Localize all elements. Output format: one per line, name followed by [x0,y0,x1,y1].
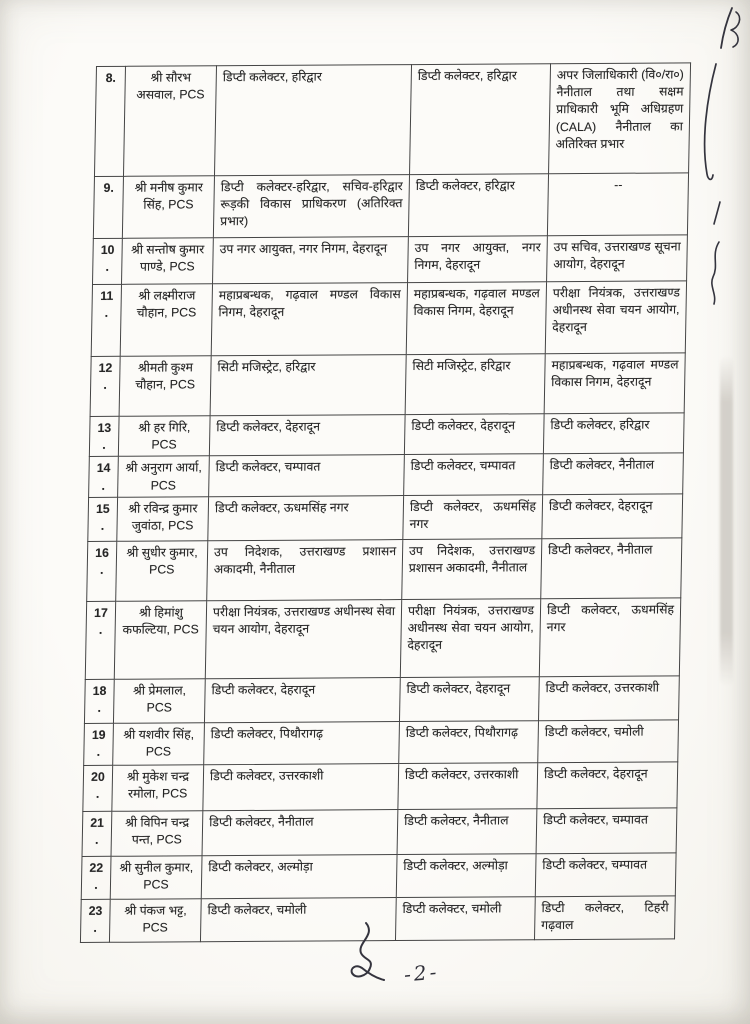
cell-serial: 14. [89,457,119,498]
cell-posting-2: डिप्टी कलेक्टर, पिथौरागढ़ [399,721,539,764]
cell-posting-2: महाप्रबन्धक, गढ़वाल मण्डल विकास निगम, देहरादून [406,282,546,355]
cell-posting-3: -- [547,173,688,236]
cell-posting-3: डिप्टी कलेक्टर, देहरादून [542,494,683,539]
cell-posting-1: डिप्टी कलेक्टर, पिथौरागढ़ [204,721,400,764]
table-row [93,173,688,239]
cell-posting-2: डिप्टी कलेक्टर, उत्तरकाशी [398,763,538,810]
cell-posting-2: परीक्षा नियंत्रक, उत्तराखण्ड अधीनस्थ सेवा चयन आयोग, देहरादून [400,599,540,678]
cell-serial: 8. [94,66,125,176]
cell-posting-2: डिप्टी कलेक्टर, अल्मोड़ा [396,854,536,898]
cell-officer-name: श्री पंकज भट्ट, PCS [109,899,201,943]
cell-officer-name: श्री रविन्द्र कुमार जुवांठा, PCS [117,497,209,542]
table-row [87,538,682,602]
cell-posting-1: महाप्रबन्धक, गढ़वाल मण्डल विकास निगम, देहरादून [211,283,407,356]
cell-posting-3: महाप्रबन्धक, गढ़वाल मण्डल विकास निगम, देहरादून [544,353,685,414]
cell-posting-3: डिप्टी कलेक्टर, उत्तरकाशी [539,676,680,721]
cell-posting-2: डिप्टी कलेक्टर, नैनीताल [397,809,537,855]
cell-serial: 10. [92,238,122,284]
cell-posting-1: डिप्टी कलेक्टर, नैनीताल [202,809,398,855]
cell-posting-2: डिप्टी कलेक्टर, हरिद्वार [410,64,551,175]
cell-officer-name: श्री हर गिरि, PCS [118,416,210,457]
cell-posting-1: डिप्टी कलेक्टर, उत्तरकाशी [203,763,399,810]
cell-serial: 12. [90,356,120,416]
pen-scribble-top-right [686,2,748,312]
cell-serial: 15. [88,497,118,541]
cell-posting-3: अपर जिलाधिकारी (वि०/रा०) नैनीताल तथा सक्षम प्राधिकारी भूमि अधिग्रहण (CALA) नैनीताल का अतिरिक्त प्रभार [549,63,691,174]
cell-posting-1: उप निदेशक, उत्तराखण्ड प्रशासन अकादमी, नैनीताल [207,539,403,600]
cell-posting-3: डिप्टी कलेक्टर, नैनीताल [543,453,684,494]
cell-officer-name: श्री सौरभ असवाल, PCS [123,66,216,177]
cell-posting-2: सिटी मजिस्ट्रेट, हरिद्वार [405,354,545,415]
cell-posting-1: डिप्टी कलेक्टर, ऊधमसिंह नगर [208,495,404,540]
cell-posting-2: डिप्टी कलेक्टर, ऊधमसिंह नगर [403,495,543,540]
cell-serial: 22. [81,856,111,899]
table-row [89,413,684,457]
cell-posting-3: डिप्टी कलेक्टर, नैनीताल [541,538,682,599]
cell-posting-3: डिप्टी कलेक्टर, चम्पावत [535,853,676,897]
cell-officer-name: श्री प्रेमलाल, PCS [113,679,205,724]
officer-postings-table [80,62,691,942]
postings-table-sheet [80,62,692,942]
cell-officer-name: श्री सुनील कुमार, PCS [110,856,202,900]
cell-posting-3: डिप्टी कलेक्टर, ऊधमसिंह नगर [539,598,680,677]
cell-posting-1: डिप्टी कलेक्टर, हरिद्वार [214,65,411,176]
cell-posting-1: परीक्षा नियंत्रक, उत्तराखण्ड अधीनस्थ सेवा चयन आयोग, देहरादून [205,599,401,678]
cell-posting-2: डिप्टी कलेक्टर, देहरादून [399,677,539,722]
cell-serial: 19. [84,723,114,765]
cell-serial: 16. [87,541,117,601]
table-row [83,762,678,812]
cell-posting-1: सिटी मजिस्ट्रेट, हरिद्वार [210,355,406,416]
table-row [89,453,684,497]
cell-posting-3: परीक्षा नियंत्रक, उत्तराखण्ड अधीनस्थ सेवा चयन आयोग, देहरादून [545,281,686,354]
cell-posting-1: डिप्टी कलेक्टर-हरिद्वार, सचिव-हरिद्वार रूड़की विकास प्राधिकरण (अतिरिक्त प्रभार) [213,175,409,238]
table-row [80,896,675,943]
cell-officer-name: श्री अनुराग आर्या, PCS [118,456,210,497]
cell-posting-1: डिप्टी कलेक्टर, देहरादून [204,677,400,722]
cell-posting-2: डिप्टी कलेक्टर, हरिद्वार [408,174,548,237]
table-row [88,494,683,542]
cell-posting-2: डिप्टी कलेक्टर, चमोली [395,897,535,941]
cell-posting-2: उप नगर आयुक्त, नगर निगम, देहरादून [408,236,548,283]
cell-posting-1: डिप्टी कलेक्टर, अल्मोड़ा [201,854,397,898]
cell-serial: 18. [84,679,114,723]
table-row [82,808,677,857]
cell-posting-1: डिप्टी कलेक्टर, चमोली [200,897,396,941]
table-row [94,63,690,177]
table-row [92,235,687,285]
cell-officer-name: श्री मुकेश चन्द्र रमोला, PCS [112,765,204,812]
cell-posting-3: डिप्टी कलेक्टर, देहरादून [537,762,678,809]
cell-posting-3: डिप्टी कलेक्टर, हरिद्वार [543,413,684,454]
table-row [91,281,686,357]
cell-posting-2: उप निदेशक, उत्तराखण्ड प्रशासन अकादमी, नैनीताल [402,539,542,600]
cell-serial: 21. [82,811,112,856]
cell-serial: 13. [89,416,119,457]
table-row [90,353,685,417]
cell-posting-2: डिप्टी कलेक्टर, चम्पावत [404,454,544,495]
page-number: -2- [403,959,441,987]
cell-posting-3: डिप्टी कलेक्टर, चमोली [538,720,679,763]
table-row [84,676,679,724]
cell-serial: 17. [85,601,115,679]
cell-posting-1: उप नगर आयुक्त, नगर निगम, देहरादून [213,237,409,284]
cell-serial: 11. [91,284,121,356]
scan-shadow-band [720,356,733,686]
table-row [81,853,676,900]
cell-serial: 23. [80,899,110,942]
cell-officer-name: श्रीमती कुश्म चौहान, PCS [119,356,211,417]
table-row [84,720,679,766]
cell-serial: 20. [83,765,113,811]
cell-posting-1: डिप्टी कलेक्टर, देहरादून [209,415,405,457]
cell-officer-name: श्री यशवीर सिंह, PCS [113,723,205,766]
cell-officer-name: श्री मनीष कुमार सिंह, PCS [122,176,214,239]
cell-posting-2: डिप्टी कलेक्टर, देहरादून [404,414,544,455]
table-row [85,598,681,680]
cell-posting-1: डिप्टी कलेक्टर, चम्पावत [209,455,405,497]
cell-posting-3: डिप्टी कलेक्टर, चम्पावत [536,808,677,854]
cell-officer-name: श्री विपिन चन्द्र पन्त, PCS [111,811,203,857]
cell-officer-name: श्री लक्ष्मीराज चौहान, PCS [120,284,212,357]
cell-officer-name: श्री सुधीर कुमार, PCS [116,541,208,602]
cell-officer-name: श्री सन्तोष कुमार पाण्डे, PCS [121,238,213,285]
cell-officer-name: श्री हिमांशु कफल्टिया, PCS [114,601,206,680]
cell-posting-3: उप सचिव, उत्तराखण्ड सूचना आयोग, देहरादून [547,235,688,282]
cell-posting-3: डिप्टी कलेक्टर, टिहरी गढ़वाल [534,896,675,940]
cell-serial: 9. [93,176,123,238]
